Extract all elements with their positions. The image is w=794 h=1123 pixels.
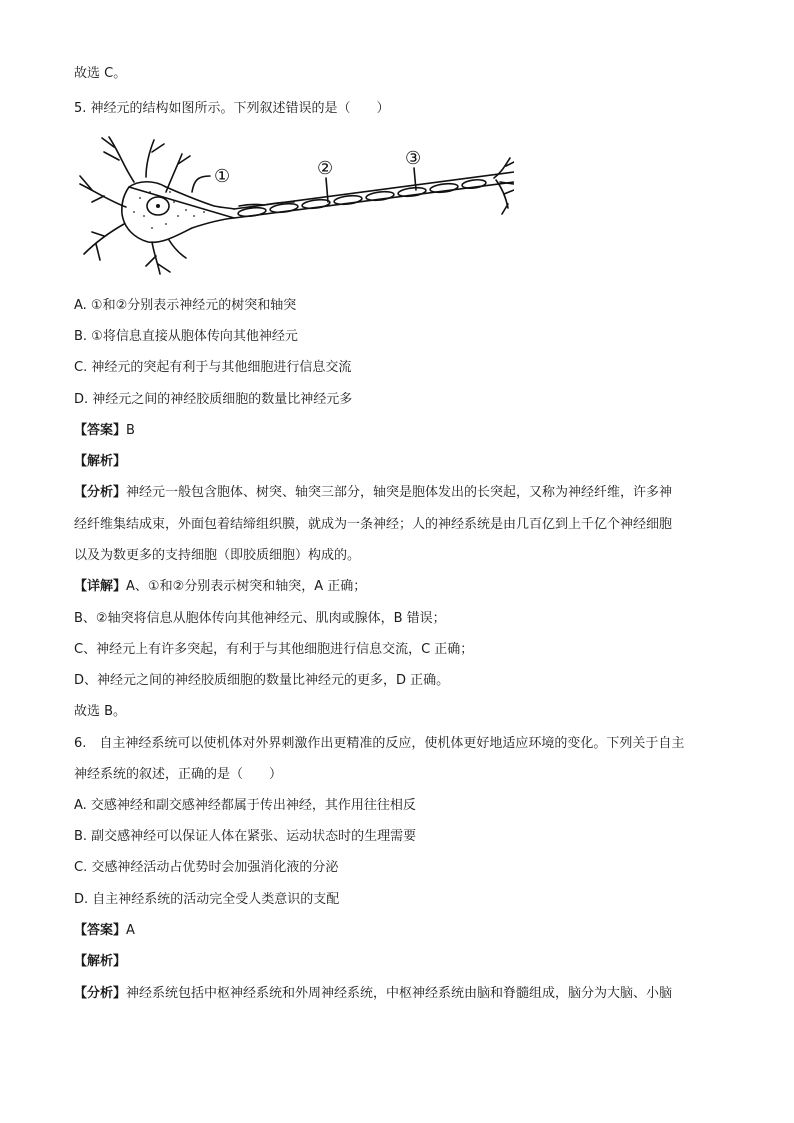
q5-option-b: B. ①将信息直接从胞体传向其他神经元 — [74, 329, 298, 344]
q6-answer: 【答案】A — [74, 923, 135, 938]
q5-answer — [74, 421, 135, 441]
q5-conclusion: 故选 B。 — [74, 704, 127, 719]
q6-option-b: B. 副交感神经可以保证人体在紧张、运动状态时的生理需要 — [74, 829, 417, 844]
q5-stem: 5. 神经元的结构如图所示。下列叙述错误的是（ ） — [74, 101, 390, 116]
q5-option-d: D. 神经元之间的神经胶质细胞的数量比神经元多 — [74, 392, 353, 407]
q6-option-d: D. 自主神经系统的活动完全受人类意识的支配 — [74, 892, 340, 907]
q5-analysis-tag: 【解析】 — [74, 454, 127, 469]
q5-xiangjie-line-1: 【详解】A、①和②分别表示树突和轴突，A 正确； — [74, 579, 367, 594]
label-2: ② — [317, 158, 334, 179]
q5-fenxi-line-1: 【分析】神经元一般包含胞体、树突、轴突三部分，轴突是胞体发出的长突起，又称为神经纤维，许多神 — [74, 485, 673, 500]
q5-xiangjie-line-3: C、神经元上有许多突起，有利于与其他细胞进行信息交流，C 正确； — [74, 642, 474, 657]
q5-xiangjie-line-4: D、神经元之间的神经胶质细胞的数量比神经元的更多，D 正确。 — [74, 673, 450, 688]
q5-fenxi-line-2: 经纤维集结成束，外面包着结缔组织膜，就成为一条神经；人的神经系统是由几百亿到上千亿个神经细胞 — [74, 517, 673, 532]
q5-option-a: A. ①和②分别表示神经元的树突和轴突 — [74, 298, 297, 313]
q5-xiangjie-line-2: B、②轴突将信息从胞体传向其他神经元、肌肉或腺体，B 错误； — [74, 611, 446, 626]
q5-fenxi-line-3: 以及为数更多的支持细胞（即胶质细胞）构成的。 — [74, 548, 361, 563]
prev-conclusion: 故选 C。 — [74, 66, 127, 81]
q6-fenxi-line-1: 【分析】神经系统包括中枢神经系统和外周神经系统，中枢神经系统由脑和脊髓组成，脑分为大脑、小脑 — [74, 986, 673, 1001]
neuron-diagram — [74, 132, 514, 282]
label-1: ① — [214, 166, 231, 187]
q6-analysis-tag: 【解析】 — [74, 954, 127, 969]
q6-stem-line-2: 神经系统的叙述，正确的是（ ） — [74, 767, 283, 782]
label-3: ③ — [405, 148, 422, 169]
answer-tag: 【答案】 — [74, 423, 127, 438]
answer-value: B — [126, 423, 135, 438]
q6-option-c: C. 交感神经活动占优势时会加强消化液的分泌 — [74, 860, 339, 875]
q6-option-a: A. 交感神经和副交感神经都属于传出神经，其作用往往相反 — [74, 798, 416, 813]
q5-option-c: C. 神经元的突起有利于与其他细胞进行信息交流 — [74, 360, 352, 375]
q6-stem-line-1: 6. 自主神经系统可以使机体对外界刺激作出更精准的反应，使机体更好地适应环境的变化。下列关于自主 — [74, 736, 685, 751]
